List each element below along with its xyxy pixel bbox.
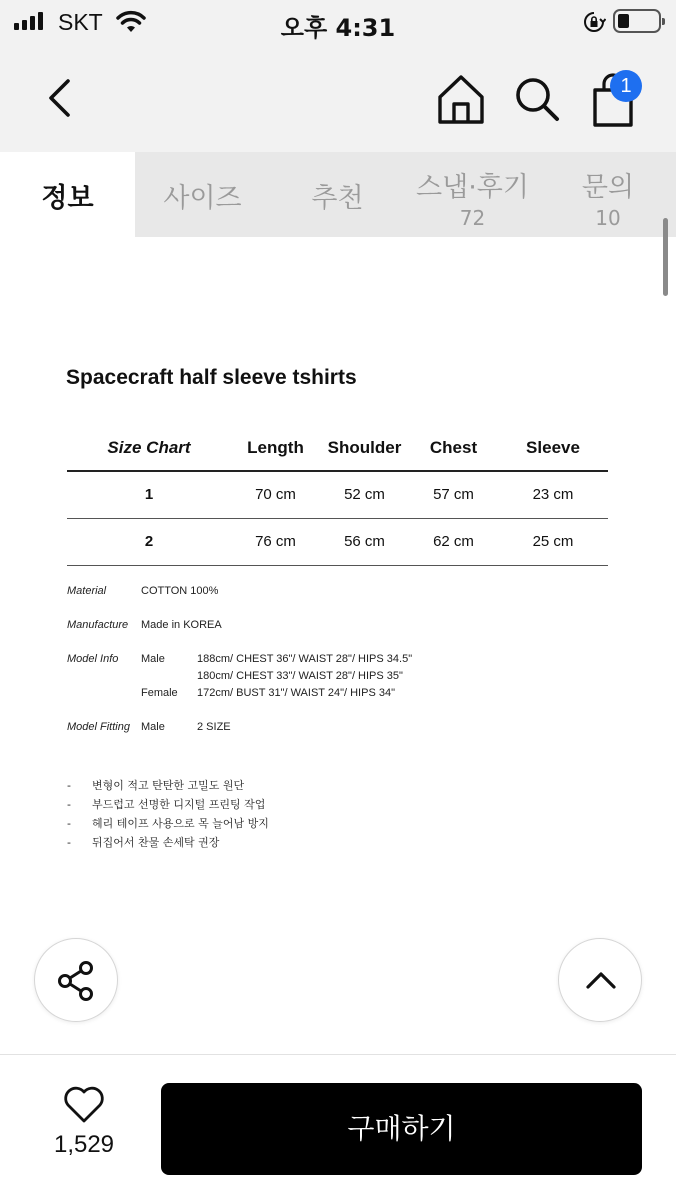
fitting-gender: Male: [141, 721, 165, 733]
shoulder-cell: 56 cm: [320, 518, 409, 565]
bullet-dash: -: [67, 798, 71, 811]
heart-icon: [62, 1085, 106, 1125]
bullet-dash: -: [67, 817, 71, 830]
column-header-chest: Chest: [409, 426, 498, 471]
search-button[interactable]: [510, 72, 564, 126]
sleeve-cell: 25 cm: [498, 518, 608, 565]
tab-inquiry[interactable]: [540, 152, 676, 237]
male-model-2: 180cm/ CHEST 33"/ WAIST 28"/ HIPS 35": [197, 670, 403, 682]
chest-cell: 62 cm: [409, 518, 498, 565]
tab-snap-review[interactable]: [405, 152, 540, 237]
column-header-shoulder: Shoulder: [320, 426, 409, 471]
buy-button[interactable]: 구매하기: [161, 1083, 642, 1175]
female-label: Female: [141, 687, 178, 699]
manufacture-value: Made in KOREA: [141, 619, 222, 631]
male-label: Male: [141, 653, 165, 665]
product-tabs: [0, 152, 676, 237]
product-title: Spacecraft half sleeve tshirts: [66, 366, 357, 389]
female-model: 172cm/ BUST 31"/ WAIST 24"/ HIPS 34": [197, 687, 395, 699]
column-header-sleeve: Sleeve: [498, 426, 608, 471]
share-icon: [55, 959, 99, 1003]
tab-label: 정보: [41, 183, 94, 214]
status-bar: [0, 0, 676, 44]
shoulder-cell: 52 cm: [320, 471, 409, 518]
orientation-lock-icon: [582, 10, 606, 38]
model-fitting-label: Model Fitting: [67, 721, 130, 733]
back-icon: [40, 72, 80, 124]
tab-count: 72: [459, 206, 486, 230]
tab-size[interactable]: [135, 152, 270, 237]
nav-bar: [0, 44, 676, 152]
bullet-dash: -: [67, 836, 71, 849]
table-row: [67, 518, 608, 565]
tab-label: 스냅·후기: [416, 172, 529, 203]
bottom-action-bar: [0, 1054, 676, 1200]
length-cell: 70 cm: [231, 471, 320, 518]
battery-icon: [613, 9, 661, 33]
size-name-cell: 2: [67, 518, 231, 565]
note-text: 뒤집어서 찬물 손세탁 권장: [92, 836, 220, 849]
tab-label: 사이즈: [163, 183, 242, 214]
tab-label: 문의: [581, 172, 635, 203]
size-chart-table: [67, 426, 608, 566]
table-row: [67, 471, 608, 518]
size-name-cell: 1: [67, 471, 231, 518]
length-cell: 76 cm: [231, 518, 320, 565]
status-time: 오후 4:31: [280, 14, 396, 42]
note-text: 헤리 테이프 사용으로 목 늘어남 방지: [92, 817, 269, 830]
chest-cell: 57 cm: [409, 471, 498, 518]
bullet-dash: -: [67, 779, 71, 792]
tab-count: 10: [595, 206, 621, 230]
share-button[interactable]: [34, 938, 118, 1022]
fitting-size: 2 SIZE: [197, 721, 231, 733]
search-icon: [510, 72, 564, 126]
tab-label: 추천: [311, 183, 364, 214]
home-button[interactable]: [432, 70, 490, 126]
manufacture-label: Manufacture: [67, 619, 129, 631]
scroll-to-top-button[interactable]: [558, 938, 642, 1022]
back-button[interactable]: [40, 72, 80, 124]
like-button[interactable]: [34, 1085, 134, 1175]
male-model-1: 188cm/ CHEST 36"/ WAIST 28"/ HIPS 34.5": [197, 653, 413, 665]
note-text: 변형이 적고 탄탄한 고밀도 원단: [92, 779, 245, 792]
note-text: 부드럽고 선명한 디지털 프린팅 작업: [92, 798, 266, 811]
material-value: COTTON 100%: [141, 585, 219, 597]
like-count: 1,529: [53, 1131, 115, 1158]
home-icon: [432, 70, 490, 126]
cart-button[interactable]: [586, 66, 646, 128]
tab-info[interactable]: [0, 152, 135, 237]
sleeve-cell: 23 cm: [498, 471, 608, 518]
chevron-up-icon: [579, 959, 623, 1003]
model-info-label: Model Info: [67, 653, 119, 665]
size-chart-heading: Size Chart: [67, 426, 231, 471]
column-header-length: Length: [231, 426, 320, 471]
cart-count-badge: 1: [610, 70, 642, 102]
tab-recommend[interactable]: [270, 152, 405, 237]
carrier-name: SKT: [58, 9, 103, 35]
size-chart-header-row: [67, 426, 608, 471]
scrollbar[interactable]: [663, 218, 668, 296]
material-label: Material: [67, 585, 107, 597]
